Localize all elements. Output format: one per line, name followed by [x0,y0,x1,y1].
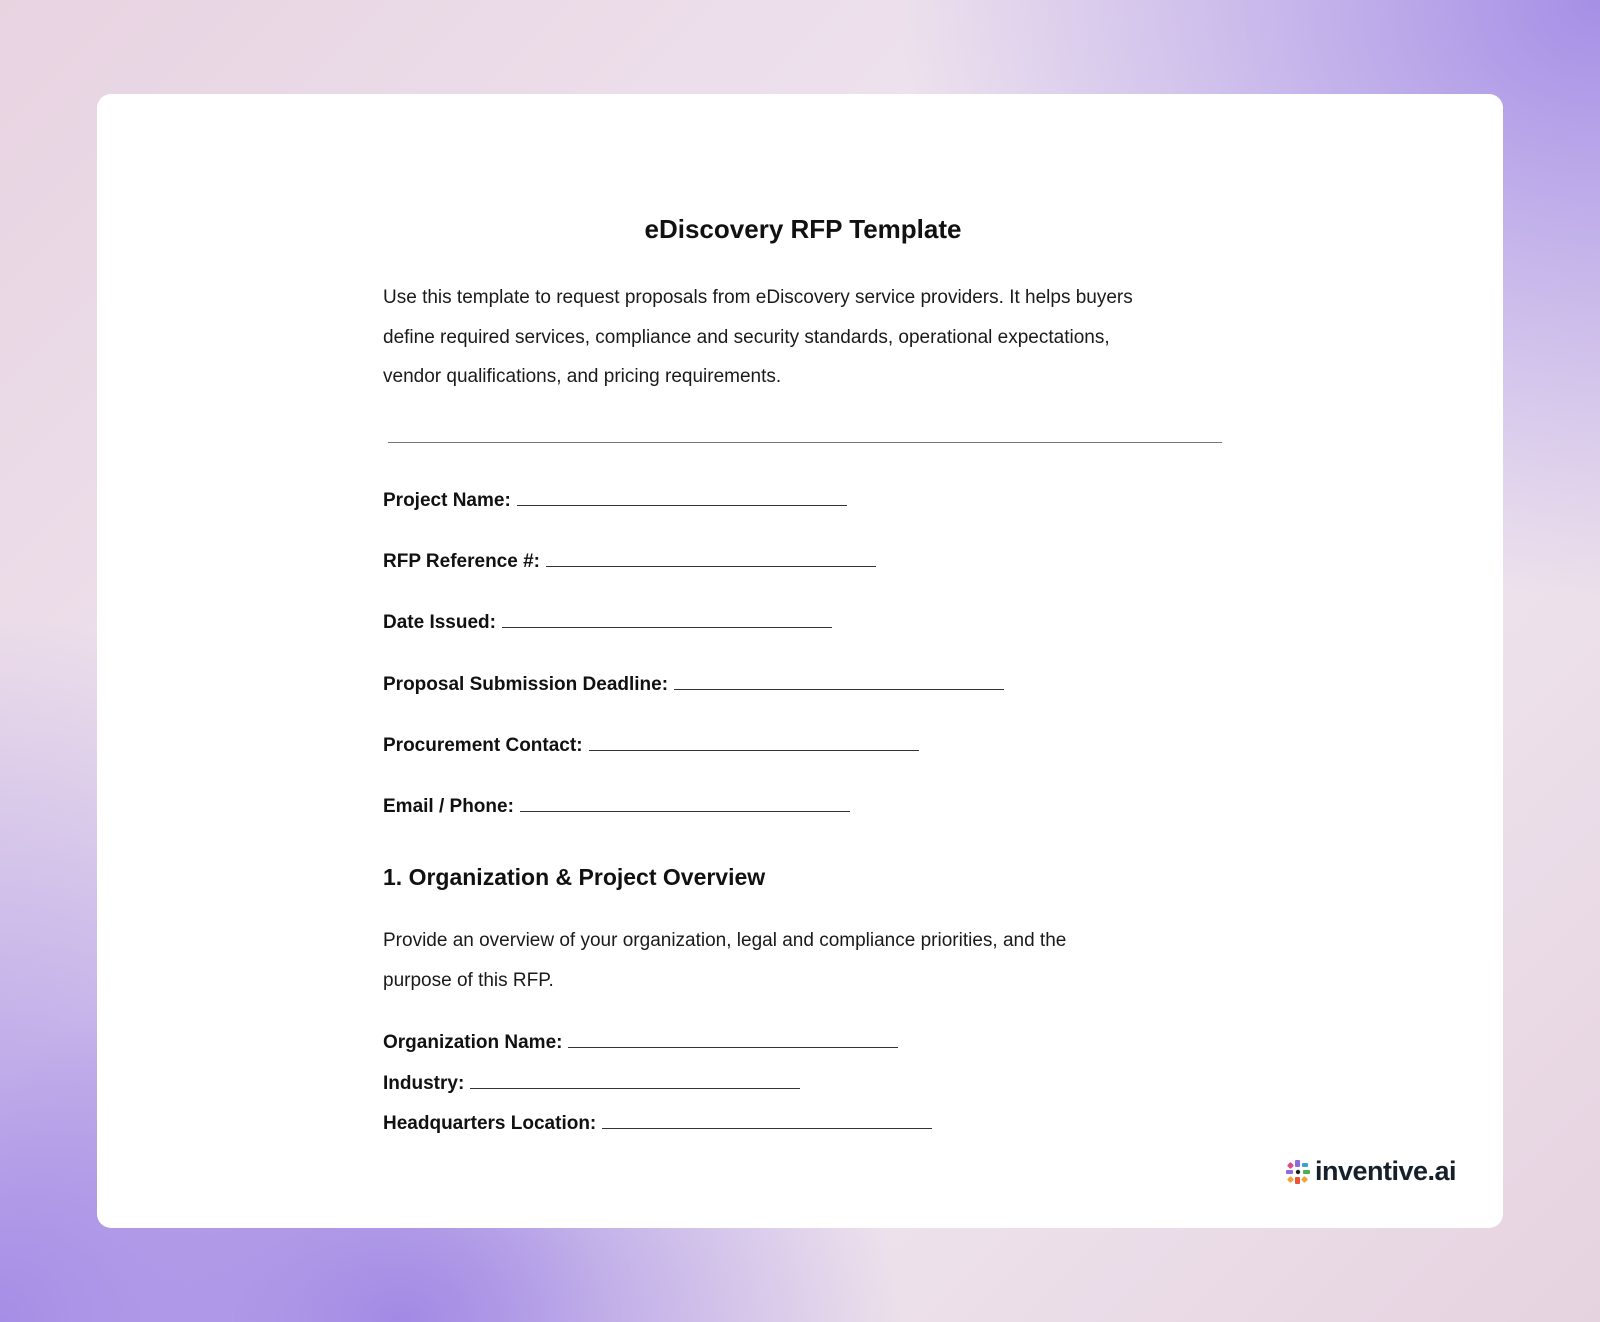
blank-line[interactable] [520,794,850,812]
field-procurement-contact [383,733,919,757]
intro-line: vendor qualifications, and pricing requirements. [383,366,782,387]
intro-line: Use this template to request proposals from eDiscovery service providers. It helps buyers [383,287,1133,308]
blank-line[interactable] [602,1111,932,1129]
logo-mark-icon [1285,1159,1311,1185]
section-heading: 1. Organization & Project Overview [383,864,766,890]
field-label: Date Issued: [383,612,496,633]
field-project-name [383,488,847,512]
blank-line[interactable] [546,549,876,567]
field-label: Project Name: [383,490,511,511]
field-organization-name [383,1030,898,1054]
field-label: Proposal Submission Deadline: [383,674,669,695]
field-headquarters-location [383,1111,932,1135]
field-label: Headquarters Location: [383,1113,597,1134]
blank-line[interactable] [502,610,832,628]
field-label: Email / Phone: [383,796,514,817]
field-date-issued [383,610,832,634]
document-card [97,94,1503,1228]
field-rfp-reference [383,549,876,573]
inventive-logo [1285,1156,1456,1187]
blank-line[interactable] [674,672,1004,690]
blank-line[interactable] [470,1071,800,1089]
divider [388,442,1222,443]
field-label: Organization Name: [383,1032,563,1053]
field-submission-deadline [383,672,1004,696]
field-industry [383,1071,800,1095]
section-description: Provide an overview of your organization, legal and compliance priorities, and the [383,930,1067,951]
field-label: Industry: [383,1073,465,1094]
intro-line: define required services, compliance and security standards, operational expectations, [383,327,1110,348]
document-title: eDiscovery RFP Template [644,214,962,244]
section-description: purpose of this RFP. [383,970,554,991]
field-label: RFP Reference #: [383,551,540,572]
blank-line[interactable] [589,733,919,751]
field-email-phone [383,794,850,818]
blank-line[interactable] [568,1030,898,1048]
field-label: Procurement Contact: [383,735,583,756]
blank-line[interactable] [517,488,847,506]
logo-text: inventive.ai [1315,1156,1457,1186]
